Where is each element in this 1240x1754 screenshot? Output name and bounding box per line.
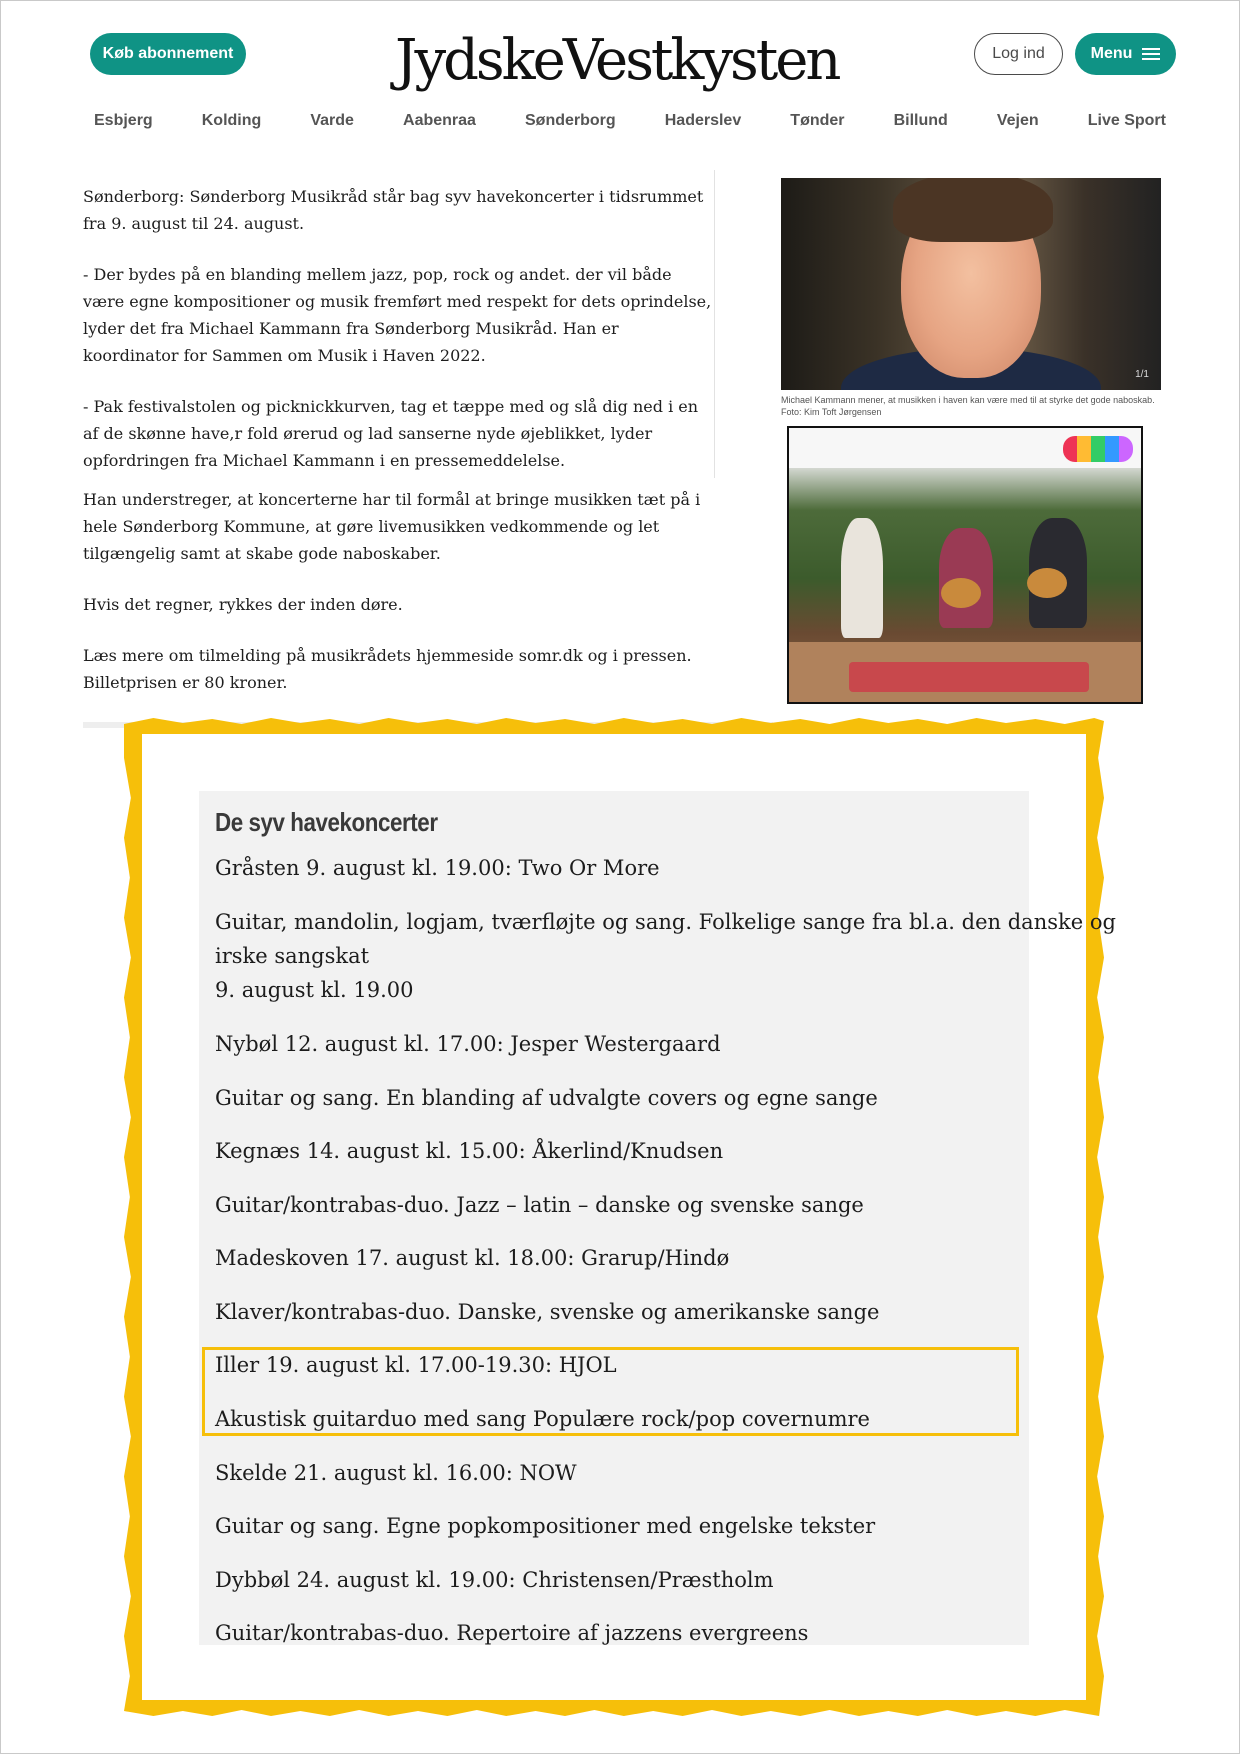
concert-line: Skelde 21. august kl. 16.00: NOW xyxy=(215,1461,577,1485)
article-body xyxy=(83,183,713,720)
concert-line: Madeskoven 17. august kl. 18.00: Grarup/Hindø xyxy=(215,1246,730,1270)
hamburger-icon xyxy=(1142,48,1160,60)
subscribe-button[interactable]: Køb abonnement xyxy=(90,33,246,75)
nav-item-billund[interactable]: Billund xyxy=(893,112,948,129)
region-nav xyxy=(80,110,1180,132)
concert-line: Guitar og sang. Egne popkompositioner med engelske tekster xyxy=(215,1514,876,1538)
photo-guitar xyxy=(1027,568,1067,598)
concert-line-highlighted: Akustisk guitarduo med sang Populære rock/pop covernumre xyxy=(215,1407,870,1431)
concert-line: Nybøl 12. august kl. 17.00: Jesper Westergaard xyxy=(215,1032,721,1056)
nav-item-sonderborg[interactable]: Sønderborg xyxy=(525,112,616,129)
photo-guitar xyxy=(941,578,981,608)
login-button[interactable]: Log ind xyxy=(974,33,1063,75)
photo-balloons xyxy=(1063,436,1133,462)
photo-hair xyxy=(893,178,1053,242)
photo-counter: 1/1 xyxy=(1135,369,1149,380)
menu-label: Menu xyxy=(1090,45,1133,62)
concert-list-title: De syv havekoncerter xyxy=(215,807,438,837)
nav-item-haderslev[interactable]: Haderslev xyxy=(664,112,742,129)
concert-line: irske sangskat xyxy=(215,944,370,968)
article-paragraph: Sønderborg: Sønderborg Musikråd står bag syv havekoncerter i tidsrummet fra 9. august til 24. august. xyxy=(83,187,704,233)
photo-rug xyxy=(849,662,1089,692)
concert-line: Guitar, mandolin, logjam, tværfløjte og sang. Folkelige sange fra bl.a. den danske og xyxy=(215,910,1116,934)
article-paragraph: Han understreger, at koncerterne har til formål at bringe musikken tæt på i hele Sønderborg Kommune, at gøre livemusikken vedkommende og let tilgængelig samt at skabe gode naboskaber. xyxy=(83,490,701,563)
photo-singer xyxy=(841,518,883,638)
concert-line: Dybbøl 24. august kl. 19.00: Christensen/Præstholm xyxy=(215,1568,774,1592)
concert-line: Gråsten 9. august kl. 19.00: Two Or More xyxy=(215,856,660,880)
article-paragraph: Hvis det regner, rykkes der inden døre. xyxy=(83,595,403,614)
concert-line: 9. august kl. 19.00 xyxy=(215,978,414,1002)
concert-line: Guitar/kontrabas-duo. Jazz – latin – danske og svenske sange xyxy=(215,1193,864,1217)
portrait-photo[interactable] xyxy=(781,178,1161,390)
concert-line-highlighted: Iller 19. august kl. 17.00-19.30: HJOL xyxy=(215,1353,617,1377)
concert-photo xyxy=(787,426,1143,704)
article-paragraph: - Der bydes på en blanding mellem jazz, pop, rock og andet. der vil både være egne kompositioner og musik fremført med respekt for dets oprindelse, lyder det fra Michael Kammann fra Sønderborg Musikråd. Han er koordinator for Sammen om Musik i Haven 2022. xyxy=(83,265,712,365)
photo-caption: Michael Kammann mener, at musikken i haven kan være med til at styrke det gode naboskab. Foto: Kim Toft Jørgensen xyxy=(781,395,1155,417)
nav-item-live-sport[interactable]: Live Sport xyxy=(1087,112,1166,129)
concert-line: Guitar og sang. En blanding af udvalgte covers og egne sange xyxy=(215,1086,878,1110)
article-paragraph: - Pak festivalstolen og picknickkurven, tag et tæppe med og slå dig ned i en af de skønne have,r fold ørerud og lad sanserne nyde øjeblikket, lyder opfordringen fra Michael Kammann i en pressemeddelelse. xyxy=(83,397,699,470)
nav-item-tonder[interactable]: Tønder xyxy=(790,112,845,129)
nav-item-kolding[interactable]: Kolding xyxy=(201,112,262,129)
nav-item-vejen[interactable]: Vejen xyxy=(996,112,1039,129)
highlight-box xyxy=(202,1347,1019,1436)
concert-line: Guitar/kontrabas-duo. Repertoire af jazzens evergreens xyxy=(215,1621,809,1645)
article-paragraph: Læs mere om tilmelding på musikrådets hjemmeside somr.dk og i pressen. Billetprisen er 80 kroner. xyxy=(83,646,692,692)
concert-line: Kegnæs 14. august kl. 15.00: Åkerlind/Knudsen xyxy=(215,1139,724,1163)
nav-item-aabenraa[interactable]: Aabenraa xyxy=(403,112,476,129)
column-divider xyxy=(714,170,715,478)
site-logo[interactable]: JydskeVestkysten xyxy=(395,28,839,93)
nav-item-varde[interactable]: Varde xyxy=(310,112,354,129)
concert-line: Klaver/kontrabas-duo. Danske, svenske og amerikanske sange xyxy=(215,1300,880,1324)
menu-button[interactable] xyxy=(1075,33,1176,75)
nav-item-esbjerg[interactable]: Esbjerg xyxy=(94,112,153,129)
